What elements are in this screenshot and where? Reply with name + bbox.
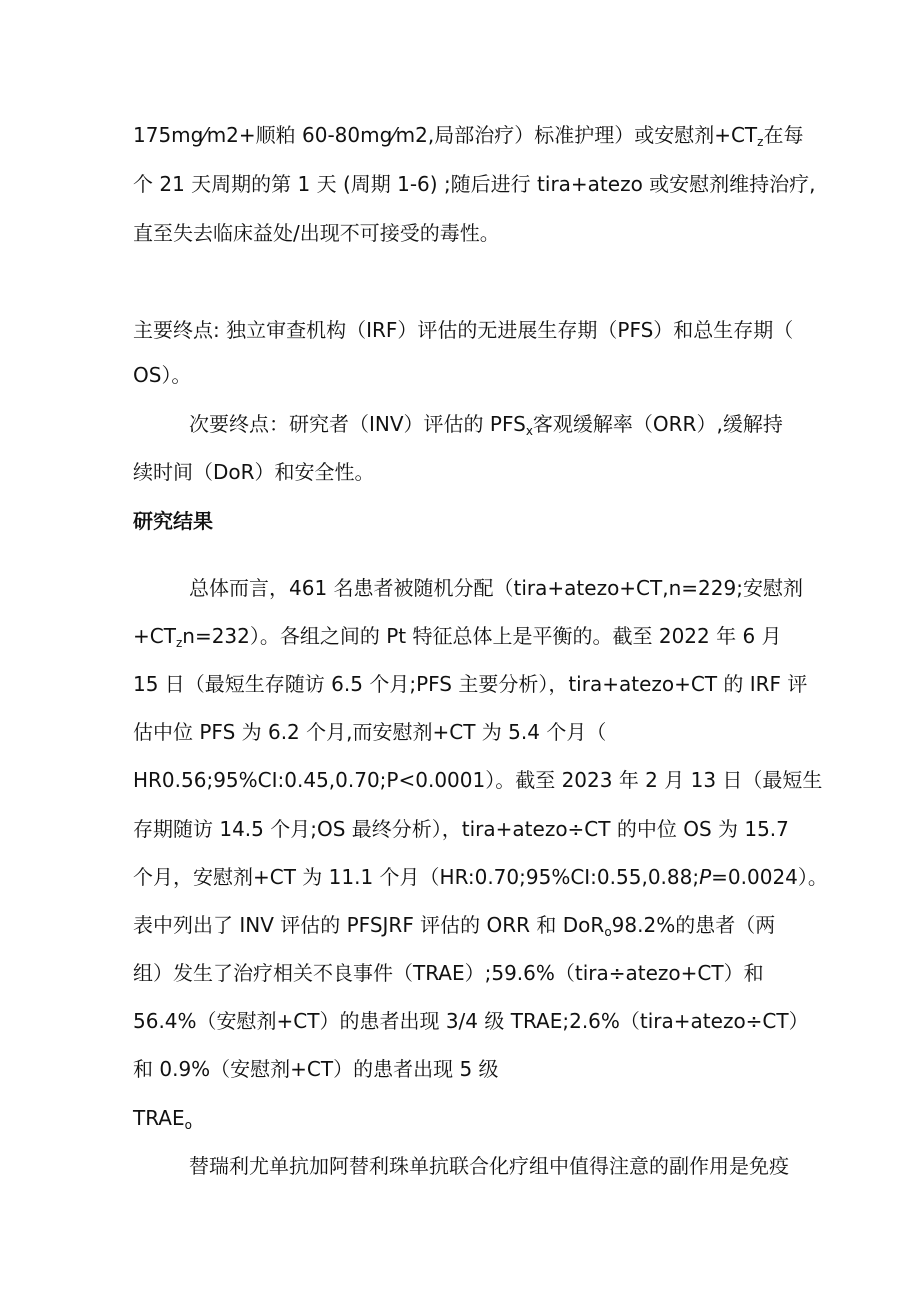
secondary-endpoint-line-1 xyxy=(189,412,783,436)
intro-line-2: 个 21 天周期的第 1 天 (周期 1-6) ;随后进行 tira+atezo 或安慰剂维持治疗, xyxy=(133,172,816,196)
secondary-endpoint-line-2: 续时间（DoR）和安全性。 xyxy=(133,460,375,484)
results-line-11: 和 0.9%（安慰剂+CT）的患者出现 5 级 xyxy=(133,1057,499,1081)
primary-endpoint-line-1: 主要终点: 独立审查机构（IRF）评估的无进展生存期（PFS）和总生存期（ xyxy=(133,318,794,342)
results-line-2 xyxy=(133,624,782,648)
subscript: z xyxy=(757,135,764,149)
results-line-9: 组）发生了治疗相关不良事件（TRAE）;59.6%（tira÷atezo+CT）和 xyxy=(133,961,764,985)
subscript: x xyxy=(525,424,533,438)
text-segment: 个月，安慰剂+CT 为 11.1 个月（HR:0.70;95%CI:0.55,0.88; xyxy=(133,865,700,889)
text-segment: 客观缓解率（ORR）,缓解持 xyxy=(532,412,783,436)
subscript: o xyxy=(604,925,612,939)
results-line-12 xyxy=(133,1106,192,1130)
primary-endpoint-line-2: OS）。 xyxy=(133,363,192,387)
results-line-1: 总体而言，461 名患者被随机分配（tira+atezo+CT,n=229;安慰剂 xyxy=(189,576,803,600)
results-line-7 xyxy=(133,865,828,889)
text-segment: n=232）。各组之间的 Pt 特征总体上是平衡的。截至 2022 年 6 月 xyxy=(182,624,782,648)
paragraph-2-line-1: 替瑞利尤单抗加阿替利珠单抗联合化疗组中值得注意的副作用是免疫 xyxy=(189,1154,789,1178)
results-line-5: HR0.56;95%CI:0.45,0.70;P<0.0001）。截至 2023 年 2 月 13 日（最短生 xyxy=(133,768,823,792)
p-value-label: P xyxy=(699,865,712,889)
text-segment: 在每 xyxy=(763,123,804,147)
text-segment: 98.2%的患者（两 xyxy=(611,913,776,937)
subscript: o xyxy=(184,1118,192,1132)
subscript: z xyxy=(175,636,183,650)
section-heading: 研究结果 xyxy=(133,509,213,533)
results-line-10: 56.4%（安慰剂+CT）的患者出现 3/4 级 TRAE;2.6%（tira+atezo÷CT） xyxy=(133,1009,809,1033)
text-segment: =0.0024）。 xyxy=(711,865,828,889)
text-segment: 次要终点：研究者（INV）评估的 PFS xyxy=(189,412,526,436)
results-line-4: 估中位 PFS 为 6.2 个月,而安慰剂+CT 为 5.4 个月（ xyxy=(133,720,607,744)
text-segment: 表中列出了 INV 评估的 PFSJRF 评估的 ORR 和 DoR xyxy=(133,913,605,937)
intro-line-1 xyxy=(133,123,803,147)
text-segment: +CT xyxy=(133,624,176,648)
results-line-6: 存期随访 14.5 个月;OS 最终分析），tira+atezo÷CT 的中位 OS 为 15.7 xyxy=(133,817,789,841)
results-line-8 xyxy=(133,913,775,937)
results-line-3: 15 日（最短生存随访 6.5 个月;PFS 主要分析），tira+atezo+CT 的 IRF 评 xyxy=(133,672,808,696)
text-segment: 175mg⁄m2+顺粕 60-80mg⁄m2,局部治疗）标准护理）或安慰剂+CT xyxy=(133,123,758,147)
intro-line-3: 直至失去临床益处/出现不可接受的毒性。 xyxy=(133,221,500,245)
text-segment: TRAE xyxy=(133,1106,185,1130)
